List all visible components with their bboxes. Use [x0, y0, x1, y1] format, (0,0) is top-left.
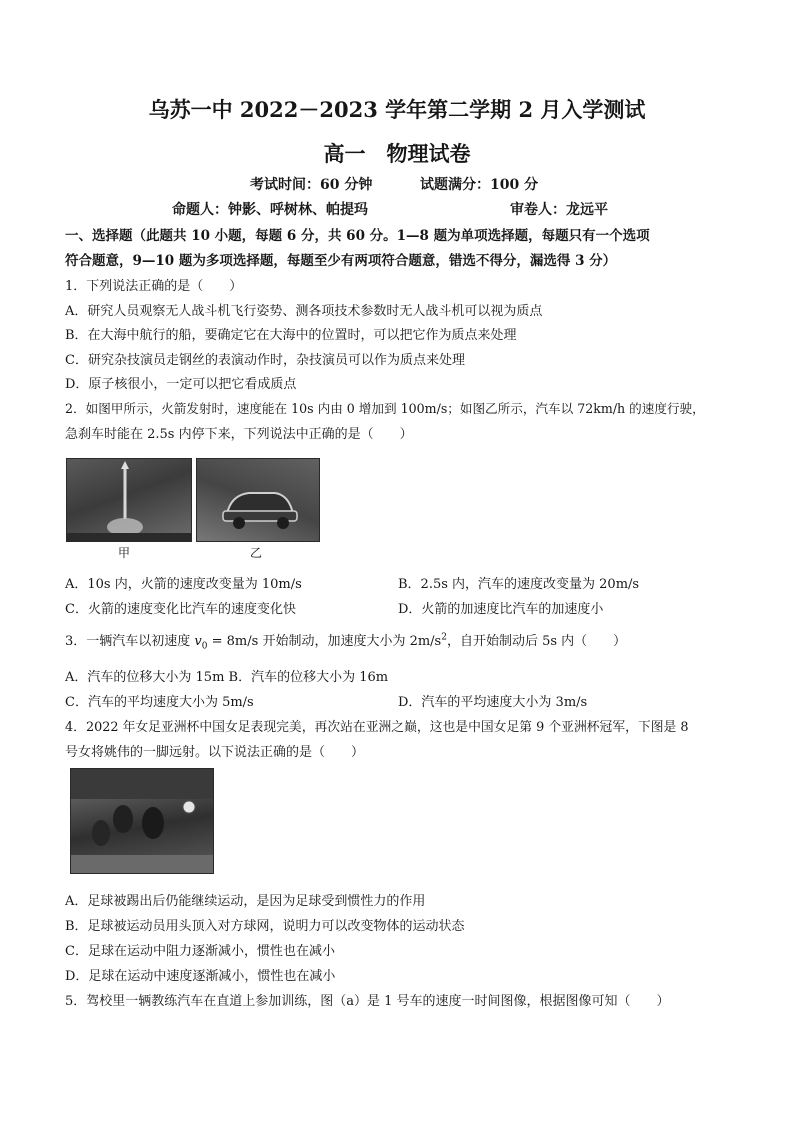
q4-option-a: A．足球被踢出后仍能继续运动，是因为足球受到惯性力的作用 [65, 894, 426, 909]
q3-stem [65, 630, 626, 652]
rocket-photo [66, 458, 192, 542]
q4-option-d: D．足球在运动中速度逐渐减小，惯性也在减小 [65, 969, 336, 984]
question-authors: 命题人：钟影、呼树林、帕提玛 [172, 202, 368, 218]
q2-stem-line2: 急刹车时能在 2.5s 内停下来，下列说法中正确的是（ ） [65, 427, 413, 442]
q3-stem-mid: = 8m/s 开始制动，加速度大小为 2m/s [207, 634, 442, 649]
q3-options-ab: A．汽车的位移大小为 15m B．汽车的位移大小为 16m [65, 670, 389, 685]
q1-option-b: B．在大海中航行的船，要确定它在大海中的位置时，可以把它作为质点来处理 [65, 328, 517, 343]
q1-stem: 1．下列说法正确的是（ ） [65, 279, 243, 294]
q2-option-b: B．2.5s 内，汽车的速度改变量为 20m/s [398, 577, 640, 592]
q4-option-c: C．足球在运动中阻力逐渐减小，惯性也在减小 [65, 944, 335, 959]
q3-superscript: 2 [441, 632, 447, 643]
figure-label-yi: 乙 [250, 546, 263, 560]
q3-stem-pre: 3．一辆汽车以初速度 [65, 634, 195, 649]
q2-stem-line1: 2．如图甲所示，火箭发射时，速度能在 10s 内由 0 增加到 100m/s；如图乙所示，汽车以 72km/h 的速度行驶， [65, 401, 705, 416]
q4-stem-line1: 4．2022 年女足亚洲杯中国女足表现完美，再次站在亚洲之巅，这也是中国女足第 9 个亚洲杯冠军，下图是 8 [65, 720, 689, 735]
q5-stem: 5．驾校里一辆教练汽车在直道上参加训练，图（a）是 1 号车的速度一时间图像，根据图像可知（ ） [65, 994, 670, 1009]
q1-option-d: D．原子核很小，一定可以把它看成质点 [65, 377, 297, 392]
q2-option-d: D．火箭的加速度比汽车的加速度小 [398, 602, 604, 617]
q3-velocity-symbol: v [194, 634, 202, 649]
exam-subtitle: 高一 物理试卷 [323, 141, 471, 166]
football-photo [70, 768, 214, 874]
q1-option-a: A．研究人员观察无人战斗机飞行姿势、测各项技术参数时无人战斗机可以视为质点 [65, 304, 543, 319]
section-heading-line1: 一、选择题（此题共 10 小题，每题 6 分，共 60 分。1—8 题为单项选择题，每题只有一个选项 [65, 228, 650, 244]
q3-stem-post: ，自开始制动后 5s 内（ ） [446, 634, 627, 649]
q2-option-a: A．10s 内，火箭的速度改变量为 10m/s [65, 577, 302, 592]
section-heading-line2: 符合题意，9—10 题为多项选择题，每题至少有两项符合题意，错选不得分，漏选得 3 分） [65, 253, 617, 269]
q3-option-c: C．汽车的平均速度大小为 5m/s [65, 695, 254, 710]
q4-option-b: B．足球被运动员用头顶入对方球网，说明力可以改变物体的运动状态 [65, 919, 465, 934]
reviewer: 审卷人：龙远平 [510, 202, 608, 218]
figure-label-jia: 甲 [118, 546, 131, 560]
exam-time: 考试时间：60 分钟 [250, 177, 373, 193]
q4-stem-line2: 号女将姚伟的一脚远射。以下说法正确的是（ ） [65, 745, 365, 760]
full-score: 试题满分：100 分 [420, 177, 539, 193]
q3-velocity-subscript: 0 [201, 641, 208, 652]
q3-option-d: D．汽车的平均速度大小为 3m/s [398, 695, 588, 710]
q2-option-c: C．火箭的速度变化比汽车的速度变化快 [65, 602, 296, 617]
exam-title: 乌苏一中 2022－2023 学年第二学期 2 月入学测试 [148, 97, 646, 122]
car-photo [196, 458, 320, 542]
q1-option-c: C．研究杂技演员走钢丝的表演动作时，杂技演员可以作为质点来处理 [65, 353, 465, 368]
